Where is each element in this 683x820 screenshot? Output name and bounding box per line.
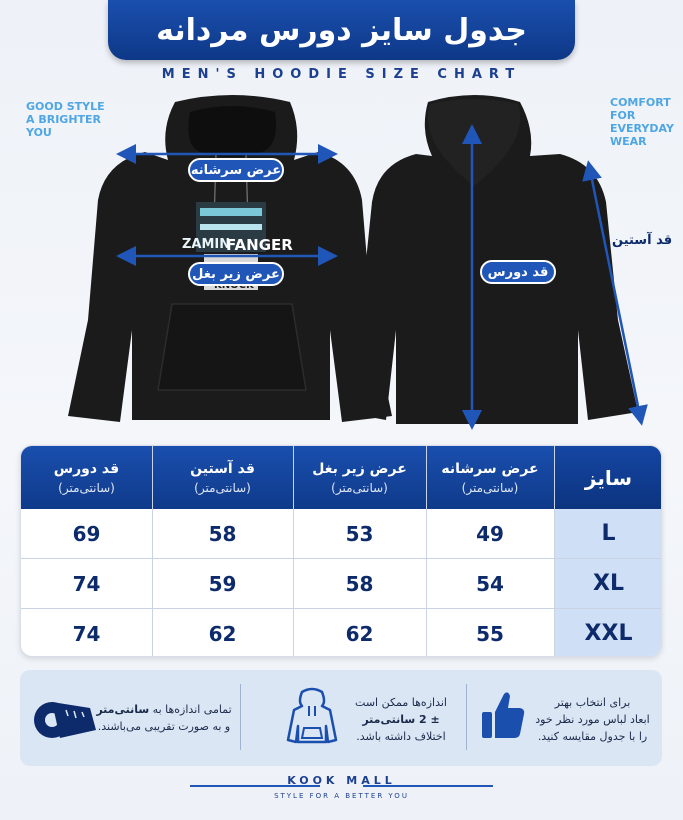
value-cell: 53 (345, 521, 374, 546)
value-cell: 55 (476, 621, 504, 646)
size-table (20, 445, 662, 657)
info-bold: سانتی‌متر (96, 703, 150, 716)
value-cell: 62 (345, 621, 374, 646)
info-line: اندازه‌ها ممکن است (355, 696, 447, 709)
size-cell: XL (593, 571, 624, 596)
info-bold: ± 2 سانتی‌متر (362, 713, 440, 726)
value-cell: 62 (208, 621, 237, 646)
value-cell: 69 (72, 521, 101, 546)
column-header-length (21, 446, 152, 509)
hoodie-front (68, 95, 392, 422)
column-title: عرض سرشانه (441, 460, 539, 477)
size-header: سایز (554, 446, 662, 509)
print-line-1: ZAMIN (182, 237, 231, 252)
print-line-2: FANGER (226, 236, 293, 254)
column-title: عرض زیر بغل (312, 460, 407, 477)
column-header-sleeve (152, 446, 293, 509)
size-cell: L (601, 521, 616, 546)
size-cell: XXL (584, 621, 633, 646)
footer-brand: KOOK MALL (287, 774, 396, 787)
column-title: قد دورس (53, 460, 120, 477)
column-header-shoulder (426, 446, 554, 509)
slogan-left: GOOD STYLE A BRIGHTER YOU (26, 100, 105, 139)
column-title: قد آستین (190, 460, 255, 477)
column-unit: (سانتی‌متر) (461, 480, 519, 495)
value-cell: 59 (208, 571, 237, 596)
info-line: برای انتخاب بهتر (554, 696, 631, 709)
length-label: قد دورس (480, 260, 556, 284)
info-line: ابعاد لباس مورد نظر خود (535, 713, 650, 726)
info-line: اختلاف داشته باشد. (356, 730, 446, 743)
title-banner (108, 0, 575, 60)
hoodie-icon (284, 686, 340, 746)
column-unit: (سانتی‌متر) (58, 480, 115, 495)
value-cell: 74 (72, 571, 101, 596)
info-divider (240, 684, 241, 750)
page-title: جدول سایز دورس مردانه (156, 12, 527, 48)
underarm-width-label: عرض زیر بغل (188, 262, 284, 286)
hoodie-illustration (0, 90, 683, 440)
info-divider (466, 684, 467, 750)
page-subtitle: MEN'S HOODIE SIZE CHART (161, 67, 522, 82)
slogan-right: COMFORT FOR EVERYDAY WEAR (610, 96, 674, 148)
measuring-tape-icon (30, 696, 98, 744)
value-cell: 58 (345, 571, 374, 596)
column-header-underarm (293, 446, 426, 509)
column-unit: (سانتی‌متر) (331, 480, 388, 495)
footer-tagline: STYLE FOR A BETTER YOU (274, 792, 409, 800)
value-cell: 54 (476, 571, 504, 596)
info-line (96, 701, 232, 718)
info-line (340, 711, 462, 728)
thumbs-up-icon (478, 688, 528, 742)
shoulder-width-label: عرض سرشانه (188, 158, 284, 182)
info-text-part: تمامی اندازه‌ها به (149, 703, 232, 716)
value-cell: 58 (208, 521, 237, 546)
value-cell: 74 (72, 621, 101, 646)
info-line: و به صورت تقریبی می‌باشند. (97, 720, 231, 733)
sleeve-length-label: قد آستین (612, 233, 673, 248)
info-line: را با جدول مقایسه کنید. (537, 730, 648, 743)
info-card-units (96, 701, 232, 735)
info-card-tolerance (340, 694, 462, 745)
info-card-compare (530, 694, 655, 745)
value-cell: 49 (476, 521, 504, 546)
column-unit: (سانتی‌متر) (194, 480, 251, 495)
